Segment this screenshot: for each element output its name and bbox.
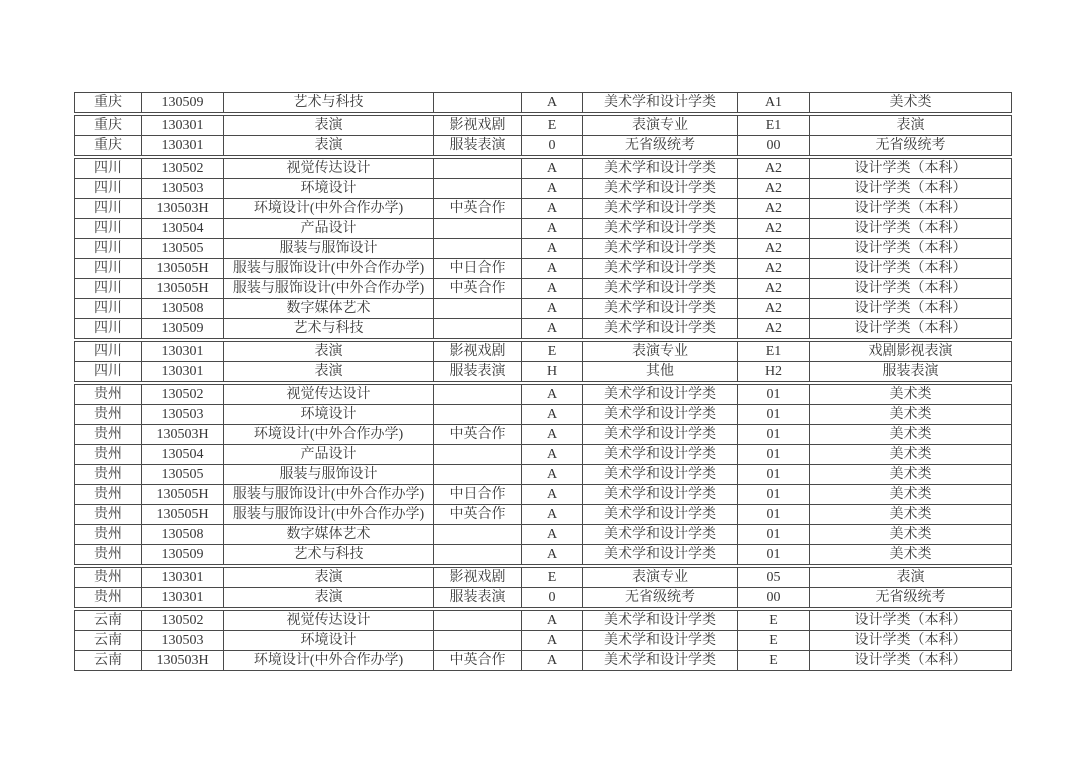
cell-track [434,445,522,464]
cell-exam_letter: A [522,405,583,424]
cell-exam_category: 美术学和设计学类 [583,259,738,278]
cell-major_code: 130509 [142,93,224,112]
table-row [75,525,1011,545]
cell-category_code: 01 [738,465,810,484]
table-row [75,362,1011,381]
cell-province: 重庆 [75,93,142,112]
cell-major_name: 数字媒体艺术 [224,299,434,318]
table-row [75,319,1011,338]
cell-category_code: A2 [738,179,810,198]
cell-category_name: 无省级统考 [875,138,946,153]
table-row [75,299,1011,319]
cell-major_code: 130301 [142,342,224,361]
cell-track [434,219,522,238]
cell-category_name: 设计学类（本科） [854,161,967,176]
table-row [75,485,1011,505]
cell-exam_letter: E [522,568,583,587]
cell-major_code: 130509 [142,545,224,564]
cell-category_code: 05 [738,568,810,587]
table-row [75,465,1011,485]
table-group [74,92,1012,113]
cell-major_code: 130505H [142,485,224,504]
cell-province: 贵州 [75,588,142,607]
cell-track: 影视戏剧 [434,342,522,361]
cell-province: 四川 [75,259,142,278]
table-row [75,199,1011,219]
cell-exam_category: 美术学和设计学类 [583,159,738,178]
cell-province: 贵州 [75,545,142,564]
cell-major_name: 产品设计 [224,219,434,238]
cell-track [434,525,522,544]
cell-exam_category: 美术学和设计学类 [583,239,738,258]
cell-major_name: 表演 [224,136,434,155]
cell-exam_letter: A [522,385,583,404]
cell-major_name: 环境设计 [224,179,434,198]
cell-major_code: 130503 [142,179,224,198]
cell-category_code: A2 [738,319,810,338]
cell-category_name: 设计学类（本科） [854,221,967,236]
table-group [74,115,1012,156]
cell-major_name: 环境设计 [224,405,434,424]
cell-province: 四川 [75,342,142,361]
cell-major_name: 表演 [224,116,434,135]
table-row [75,631,1011,651]
cell-major_code: 130301 [142,116,224,135]
cell-track: 中英合作 [434,651,522,670]
cell-category_name: 设计学类（本科） [854,321,967,336]
cell-major_name: 环境设计 [224,631,434,650]
cell-major_code: 130509 [142,319,224,338]
cell-category_name: 美术类 [889,427,932,442]
cell-track [434,611,522,630]
cell-province: 贵州 [75,568,142,587]
cell-major_name: 服装与服饰设计(中外合作办学) [224,485,434,504]
cell-exam_category: 无省级统考 [583,588,738,607]
cell-track [434,299,522,318]
cell-exam_category: 美术学和设计学类 [583,631,738,650]
table-row [75,93,1011,112]
cell-province: 四川 [75,279,142,298]
cell-category_name: 设计学类（本科） [854,261,967,276]
cell-track: 服装表演 [434,362,522,381]
table-row [75,342,1011,362]
cell-province: 四川 [75,362,142,381]
cell-exam_letter: A [522,465,583,484]
cell-exam_letter: A [522,319,583,338]
cell-major_code: 130503 [142,631,224,650]
table-row [75,239,1011,259]
cell-exam_category: 美术学和设计学类 [583,545,738,564]
cell-track: 中日合作 [434,259,522,278]
cell-track: 服装表演 [434,588,522,607]
cell-category_code: 01 [738,485,810,504]
cell-exam_letter: E [522,342,583,361]
cell-exam_letter: H [522,362,583,381]
cell-category_code: E1 [738,342,810,361]
cell-category_code: A2 [738,239,810,258]
cell-track [434,465,522,484]
cell-major_name: 视觉传达设计 [224,159,434,178]
cell-category_code: 01 [738,425,810,444]
cell-category_name: 美术类 [889,507,932,522]
table-row [75,445,1011,465]
cell-category_name: 美术类 [889,447,932,462]
cell-category_name: 美术类 [889,467,932,482]
cell-exam_letter: 0 [522,136,583,155]
cell-major_name: 艺术与科技 [224,319,434,338]
cell-exam_letter: A [522,299,583,318]
cell-category_code: E [738,651,810,670]
cell-province: 贵州 [75,505,142,524]
cell-category_name: 美术类 [889,95,932,110]
cell-exam_letter: A [522,611,583,630]
cell-exam_category: 美术学和设计学类 [583,385,738,404]
cell-exam_letter: A [522,525,583,544]
cell-province: 四川 [75,219,142,238]
table-row [75,279,1011,299]
cell-major_code: 130502 [142,611,224,630]
cell-major_name: 环境设计(中外合作办学) [224,199,434,218]
table-row [75,568,1011,588]
cell-exam_letter: A [522,199,583,218]
cell-major_code: 130301 [142,136,224,155]
cell-exam_letter: A [522,159,583,178]
cell-province: 四川 [75,159,142,178]
cell-track [434,631,522,650]
cell-category_code: 00 [738,588,810,607]
cell-major_code: 130502 [142,159,224,178]
cell-exam_category: 美术学和设计学类 [583,445,738,464]
cell-major_name: 服装与服饰设计(中外合作办学) [224,505,434,524]
cell-exam_category: 美术学和设计学类 [583,93,738,112]
cell-province: 四川 [75,199,142,218]
cell-track [434,179,522,198]
table-row [75,219,1011,239]
cell-category_code: 01 [738,405,810,424]
cell-exam_category: 美术学和设计学类 [583,179,738,198]
cell-major_name: 艺术与科技 [224,93,434,112]
cell-category_code: E [738,631,810,650]
cell-category_name: 设计学类（本科） [854,633,967,648]
cell-exam_category: 美术学和设计学类 [583,319,738,338]
cell-exam_category: 美术学和设计学类 [583,651,738,670]
cell-province: 四川 [75,299,142,318]
cell-exam_letter: A [522,425,583,444]
cell-major_name: 表演 [224,342,434,361]
cell-major_name: 服装与服饰设计(中外合作办学) [224,259,434,278]
table-row [75,159,1011,179]
cell-category_name: 戏剧影视表演 [868,344,953,359]
table-row [75,259,1011,279]
cell-major_code: 130301 [142,588,224,607]
cell-category_name: 美术类 [889,407,932,422]
cell-major_code: 130505H [142,505,224,524]
cell-major_code: 130503H [142,425,224,444]
cell-category_name: 美术类 [889,547,932,562]
cell-province: 贵州 [75,385,142,404]
cell-category_name: 表演 [896,118,925,133]
cell-major_name: 环境设计(中外合作办学) [224,425,434,444]
cell-major_code: 130301 [142,568,224,587]
cell-exam_letter: A [522,445,583,464]
cell-major_code: 130504 [142,219,224,238]
cell-major_code: 130503H [142,199,224,218]
cell-province: 云南 [75,631,142,650]
cell-exam_category: 美术学和设计学类 [583,279,738,298]
cell-exam_category: 美术学和设计学类 [583,299,738,318]
cell-major_name: 表演 [224,568,434,587]
table-row [75,588,1011,607]
cell-category_name: 设计学类（本科） [854,241,967,256]
cell-category_name: 设计学类（本科） [854,281,967,296]
cell-exam_letter: A [522,485,583,504]
cell-category_name: 设计学类（本科） [854,201,967,216]
cell-major_name: 数字媒体艺术 [224,525,434,544]
cell-major_code: 130503H [142,651,224,670]
cell-category_code: E1 [738,116,810,135]
cell-track: 服装表演 [434,136,522,155]
cell-major_name: 视觉传达设计 [224,611,434,630]
table-row [75,545,1011,564]
cell-province: 重庆 [75,136,142,155]
cell-exam_category: 美术学和设计学类 [583,425,738,444]
cell-track [434,405,522,424]
cell-exam_letter: A [522,631,583,650]
cell-track: 中英合作 [434,279,522,298]
cell-category_code: A2 [738,219,810,238]
cell-major_code: 130505 [142,465,224,484]
cell-category_code: 01 [738,445,810,464]
cell-category_code: 01 [738,505,810,524]
cell-category_code: A1 [738,93,810,112]
cell-major_name: 服装与服饰设计 [224,465,434,484]
cell-category_name: 服装表演 [882,364,939,379]
cell-major_code: 130502 [142,385,224,404]
cell-major_code: 130505H [142,279,224,298]
cell-province: 四川 [75,319,142,338]
cell-category_name: 美术类 [889,527,932,542]
cell-track [434,385,522,404]
cell-track: 影视戏剧 [434,568,522,587]
table-row [75,385,1011,405]
cell-category_code: H2 [738,362,810,381]
cell-province: 重庆 [75,116,142,135]
cell-exam_letter: 0 [522,588,583,607]
table-row [75,611,1011,631]
cell-province: 贵州 [75,525,142,544]
cell-exam_category: 美术学和设计学类 [583,405,738,424]
cell-category_name: 设计学类（本科） [854,181,967,196]
statistics-table [74,92,1012,671]
cell-exam_category: 美术学和设计学类 [583,485,738,504]
cell-major_name: 服装与服饰设计 [224,239,434,258]
table-row [75,425,1011,445]
cell-exam_category: 其他 [583,362,738,381]
cell-exam_category: 美术学和设计学类 [583,465,738,484]
cell-track [434,159,522,178]
table-row [75,136,1011,155]
cell-exam_letter: A [522,93,583,112]
cell-exam_letter: A [522,545,583,564]
table-row [75,651,1011,670]
cell-exam_letter: A [522,651,583,670]
cell-track [434,319,522,338]
cell-category_code: A2 [738,279,810,298]
cell-category_name: 设计学类（本科） [854,653,967,668]
cell-major_code: 130301 [142,362,224,381]
cell-exam_category: 美术学和设计学类 [583,199,738,218]
cell-exam_letter: A [522,505,583,524]
cell-province: 云南 [75,651,142,670]
cell-category_name: 设计学类（本科） [854,613,967,628]
table-row [75,116,1011,136]
cell-major_name: 产品设计 [224,445,434,464]
cell-province: 贵州 [75,465,142,484]
table-row [75,405,1011,425]
cell-category_name: 设计学类（本科） [854,301,967,316]
cell-province: 贵州 [75,485,142,504]
cell-province: 四川 [75,239,142,258]
cell-province: 云南 [75,611,142,630]
cell-major_code: 130508 [142,299,224,318]
cell-major_code: 130505 [142,239,224,258]
cell-track: 中英合作 [434,199,522,218]
cell-track: 影视戏剧 [434,116,522,135]
cell-category_code: 01 [738,545,810,564]
cell-category_code: 01 [738,525,810,544]
cell-category_name: 美术类 [889,387,932,402]
cell-province: 贵州 [75,445,142,464]
cell-major_name: 表演 [224,588,434,607]
table-row [75,505,1011,525]
cell-exam_letter: A [522,259,583,278]
cell-exam_category: 美术学和设计学类 [583,505,738,524]
cell-major_name: 视觉传达设计 [224,385,434,404]
cell-major_name: 服装与服饰设计(中外合作办学) [224,279,434,298]
cell-exam_category: 美术学和设计学类 [583,611,738,630]
cell-category_code: E [738,611,810,630]
cell-category_name: 美术类 [889,487,932,502]
cell-exam_category: 表演专业 [583,568,738,587]
cell-category_name: 表演 [896,570,925,585]
cell-category_code: A2 [738,199,810,218]
table-group [74,610,1012,671]
table-group [74,567,1012,608]
cell-track [434,93,522,112]
cell-major_name: 环境设计(中外合作办学) [224,651,434,670]
cell-major_code: 130504 [142,445,224,464]
cell-exam_category: 无省级统考 [583,136,738,155]
cell-exam_letter: A [522,239,583,258]
cell-category_code: A2 [738,159,810,178]
table-group [74,158,1012,339]
cell-major_name: 表演 [224,362,434,381]
cell-exam_letter: E [522,116,583,135]
cell-major_code: 130503 [142,405,224,424]
cell-category_name: 无省级统考 [875,590,946,605]
table-row [75,179,1011,199]
cell-track [434,239,522,258]
cell-exam_category: 美术学和设计学类 [583,219,738,238]
cell-exam_letter: A [522,179,583,198]
cell-track: 中日合作 [434,485,522,504]
cell-category_code: A2 [738,299,810,318]
cell-exam_letter: A [522,279,583,298]
cell-category_code: 00 [738,136,810,155]
cell-track [434,545,522,564]
cell-exam_category: 美术学和设计学类 [583,525,738,544]
cell-exam_letter: A [522,219,583,238]
cell-major_code: 130508 [142,525,224,544]
cell-major_code: 130505H [142,259,224,278]
cell-track: 中英合作 [434,425,522,444]
cell-province: 贵州 [75,425,142,444]
cell-category_code: A2 [738,259,810,278]
cell-province: 四川 [75,179,142,198]
cell-province: 贵州 [75,405,142,424]
cell-major_name: 艺术与科技 [224,545,434,564]
table-group [74,384,1012,565]
cell-track: 中英合作 [434,505,522,524]
table-group [74,341,1012,382]
cell-exam_category: 表演专业 [583,342,738,361]
cell-exam_category: 表演专业 [583,116,738,135]
cell-category_code: 01 [738,385,810,404]
